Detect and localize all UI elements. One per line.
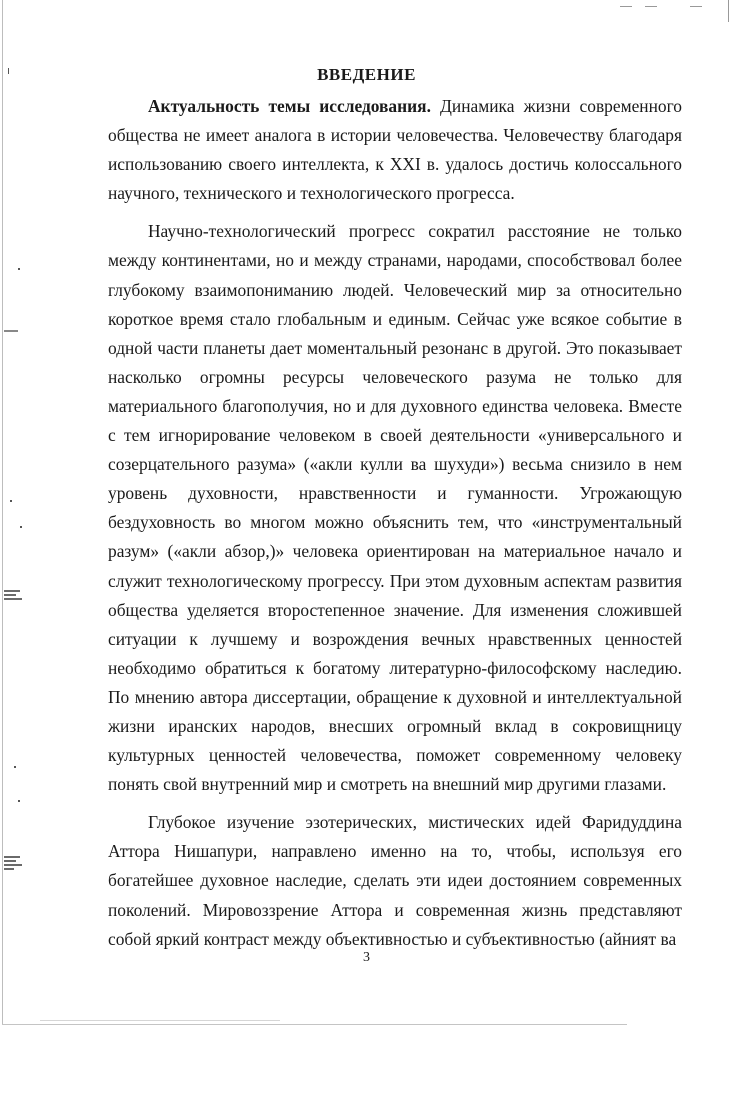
scan-speck <box>4 590 20 592</box>
paragraph-relevance <box>108 92 682 208</box>
scan-speck <box>4 864 22 866</box>
paragraph-attar <box>108 808 682 953</box>
paragraph-text: Глубокое изучение эзотерических, мистических идей Фаридуддина Аттора Нишапури, направлено именно на то, чтобы, используя его богатейшее духовное наследие, сделать эти идеи достоянием современных поколений. Мировоззрение Аттора и современная жизнь представляют собой яркий контраст между объективностью и субъективностью (айният ва <box>108 812 682 949</box>
scan-mark <box>690 6 702 7</box>
scan-speck <box>18 800 20 802</box>
scan-speck <box>4 868 14 870</box>
scan-speck <box>4 598 22 600</box>
scan-speck <box>20 526 22 528</box>
scan-speck <box>4 330 18 332</box>
paragraph-lead: Актуальность темы исследования. <box>148 96 431 116</box>
page-title: ВВЕДЕНИЕ <box>317 65 416 84</box>
document-body <box>108 92 682 954</box>
paragraph-progress <box>108 217 682 799</box>
scan-speck <box>10 500 12 502</box>
scan-speck <box>14 766 16 768</box>
scan-speck <box>18 268 20 270</box>
page-number: 3 <box>363 950 370 965</box>
scan-speck <box>4 860 16 862</box>
scan-border-right <box>728 0 729 22</box>
scan-border-left <box>2 0 3 1025</box>
scan-mark <box>645 6 657 7</box>
scan-speck <box>4 856 20 858</box>
scan-speck <box>4 594 16 596</box>
scan-border-bottom <box>2 1024 627 1025</box>
scan-mark <box>620 6 632 7</box>
paragraph-text: Научно-технологический прогресс сократил расстояние не только между континентами, но и между странами, народами, способствовал более глубокому взаимопониманию людей. Человеческий мир за относительно короткое время стало глобальным и единым. Сейчас уже всякое событие в одной части планеты дает моментальный резонанс в другой. Это показывает насколько огромны ресурсы человеческого разума не только для материального благополучия, но и для духовного единства человека. Вместе с тем игнорирование человеком в своей деятельности «универсального и созерцательного разума» («акли кулли ва шухуди») весьма снизило в нем уровень духовности, нравственности и гуманности. Угрожающую бездуховность во многом можно объяснить тем, что «инструментальный разум» («акли абзор,)» человека ориентирован на материальное начало и служит технологическому прогрессу. При этом духовным аспектам развития общества уделяется второстепенное значение. Для изменения сложившей ситуации к лучшему и возрождения вечных нравственных ценностей необходимо обратиться к богатому литературно-философскому наследию. По мнению автора диссертации, обращение к духовной и интеллектуальной жизни иранских народов, внесших огромный вклад в сокровищницу культурных ценностей человечества, поможет современному человеку понять свой внутренний мир и смотреть на внешний мир другими глазами. <box>108 221 682 795</box>
paragraph-text: Динамика жизни современного общества не имеет аналога в истории человечества. Человечеству благодаря использованию своего интеллекта, к XXI в. удалось достичь колоссального научного, технического и технологического прогресса. <box>108 96 682 204</box>
scan-rule-bottom <box>40 1020 280 1021</box>
